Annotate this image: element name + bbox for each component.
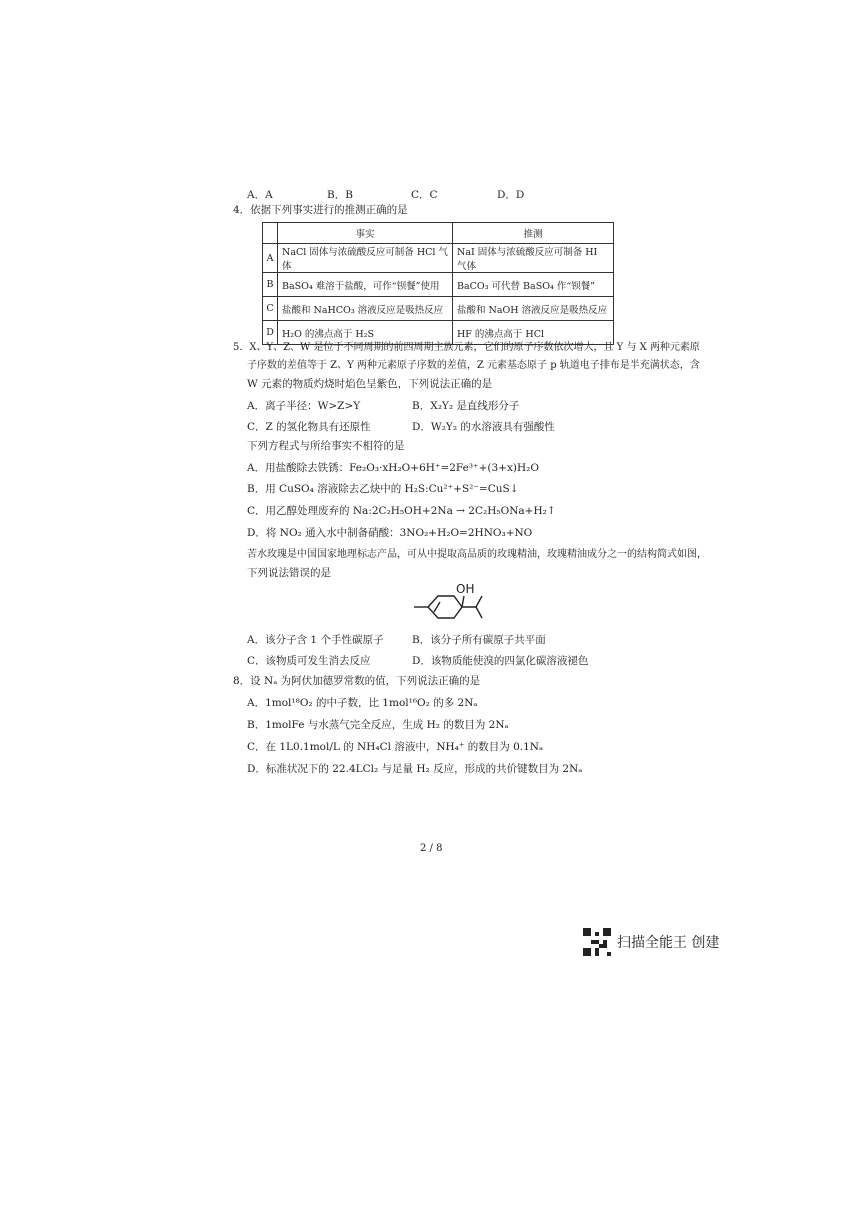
scanner-watermark: 扫描全能王 创建 xyxy=(617,935,720,951)
row-guess: 盐酸和 NaOH 溶液反应是吸热反应 xyxy=(453,297,614,321)
q5-option-b: B．X₂Y₂ 是直线形分子 xyxy=(412,400,520,412)
row-guess: BaCO₃ 可代替 BaSO₄ 作“钡餐” xyxy=(453,273,614,297)
oh-label: OH xyxy=(456,582,475,596)
page-number: 2 / 8 xyxy=(420,843,443,854)
q8-option-a: A．1mol¹⁸O₂ 的中子数，比 1mol¹⁶O₂ 的多 2Nₐ xyxy=(247,697,478,709)
q4-header-guess: 推测 xyxy=(453,223,614,244)
q6-option-d: D．将 NO₂ 通入水中制备硝酸：3NO₂+H₂O=2HNO₃+NO xyxy=(247,527,533,539)
q5-line1: 5．X、Y、Z、W 是位于不同周期的前四周期主族元素，它们的原子序数依次增大，且 Y 与 X 两种元素原 xyxy=(233,342,700,353)
row-guess: NaI 固体与浓硫酸反应可制备 HI 气体 xyxy=(453,244,614,273)
q4-header-blank xyxy=(263,223,278,244)
q6-option-b: B．用 CuSO₄ 溶液除去乙炔中的 H₂S:Cu²⁺+S²⁻=CuS↓ xyxy=(247,483,519,495)
row-fact: NaCl 固体与浓硫酸反应可制备 HCl 气体 xyxy=(278,244,453,273)
q7-option-c: C．该物质可发生消去反应 xyxy=(247,655,371,667)
ring-double-bond xyxy=(434,602,440,612)
q3-option-b: B．B xyxy=(327,189,353,201)
table-row xyxy=(263,273,614,297)
q4-table-header xyxy=(263,223,614,244)
table-row xyxy=(263,244,614,273)
isopropyl-bond-a xyxy=(462,596,482,607)
q5-option-c: C．Z 的氢化物具有还原性 xyxy=(247,421,371,433)
row-key: B xyxy=(263,273,278,297)
oh-bond xyxy=(462,596,464,607)
q5-line2: 子序数的差值等于 Z、Y 两种元素原子序数的差值，Z 元素基态原子 p 轨道电子排布是半充满状态，含 xyxy=(247,360,700,371)
q4-stem: 4．依据下列事实进行的推测正确的是 xyxy=(233,204,408,216)
q5-option-a: A．离子半径：W>Z>Y xyxy=(247,400,361,412)
q6-option-a: A．用盐酸除去铁锈：Fe₂O₃·xH₂O+6H⁺=2Fe³⁺+(3+x)H₂O xyxy=(247,462,539,474)
row-key: D xyxy=(263,321,278,345)
row-key: A xyxy=(263,244,278,273)
row-fact: 盐酸和 NaHCO₃ 溶液反应是吸热反应 xyxy=(278,297,453,321)
qr-code-icon xyxy=(583,928,611,956)
q7-line1: 苦水玫瑰是中国国家地理标志产品，可从中提取高品质的玫瑰精油，玫瑰精油成分之一的结构简式如图， xyxy=(247,549,707,560)
q5-option-d: D．W₂Y₂ 的水溶液具有强酸性 xyxy=(412,421,555,433)
molecule-structure xyxy=(410,582,510,630)
ring xyxy=(428,596,462,618)
table-row xyxy=(263,297,614,321)
q8-stem: 8．设 Nₐ 为阿伏加德罗常数的值，下列说法正确的是 xyxy=(233,675,481,687)
q7-line2: 下列说法错误的是 xyxy=(247,567,331,579)
q7-option-a: A．该分子含 1 个手性碳原子 xyxy=(247,634,384,646)
row-guess: HF 的沸点高于 HCl xyxy=(453,321,614,345)
q4-header-fact: 事实 xyxy=(278,223,453,244)
q3-option-c: C．C xyxy=(411,189,438,201)
q7-option-d: D．该物质能使溴的四氯化碳溶液褪色 xyxy=(412,655,589,667)
row-fact: BaSO₄ 难溶于盐酸，可作“钡餐”使用 xyxy=(278,273,453,297)
q5-line3: W 元素的物质灼烧时焰色呈紫色，下列说法正确的是 xyxy=(247,378,493,390)
q7-option-b: B．该分子所有碳原子共平面 xyxy=(412,634,546,646)
row-fact: H₂O 的沸点高于 H₂S xyxy=(278,321,453,345)
q4-table xyxy=(262,222,614,345)
q8-option-c: C．在 1L0.1mol/L 的 NH₄Cl 溶液中，NH₄⁺ 的数目为 0.1Nₐ xyxy=(247,741,544,753)
q3-option-a: A．A xyxy=(247,189,273,201)
q3-option-d: D．D xyxy=(497,189,525,201)
isopropyl-bond-b xyxy=(476,607,482,618)
q6-option-c: C．用乙醇处理废弃的 Na:2C₂H₅OH+2Na → 2C₂H₅ONa+H₂↑ xyxy=(247,505,556,517)
q6-stem: 下列方程式与所给事实不相符的是 xyxy=(247,440,405,452)
q8-option-b: B．1molFe 与水蒸气完全反应，生成 H₂ 的数目为 2Nₐ xyxy=(247,719,509,731)
q8-option-d: D．标准状况下的 22.4LCl₂ 与足量 H₂ 反应，形成的共价键数目为 2Nₐ xyxy=(247,763,583,775)
row-key: C xyxy=(263,297,278,321)
